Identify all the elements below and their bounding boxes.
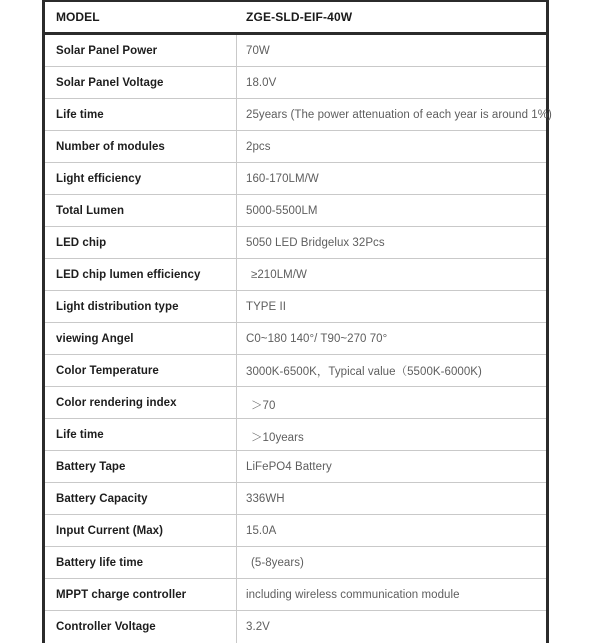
spec-value: TYPE II xyxy=(236,291,546,322)
table-header-row xyxy=(45,2,546,35)
spec-value: (5-8years) xyxy=(236,547,546,578)
table-row xyxy=(45,323,546,355)
spec-value: ≥210LM/W xyxy=(236,259,546,290)
table-row xyxy=(45,67,546,99)
spec-label: Light distribution type xyxy=(56,300,179,313)
spec-value: 18.0V xyxy=(236,67,546,98)
table-row xyxy=(45,259,546,291)
spec-value: 336WH xyxy=(236,483,546,514)
table-row xyxy=(45,515,546,547)
spec-value: LiFePO4 Battery xyxy=(236,451,546,482)
spec-label: Life time xyxy=(56,108,104,121)
table-row xyxy=(45,387,546,419)
table-row xyxy=(45,451,546,483)
table-row xyxy=(45,611,546,643)
spec-value: 5050 LED Bridgelux 32Pcs xyxy=(236,227,546,258)
spec-label: Solar Panel Voltage xyxy=(56,76,164,89)
table-row xyxy=(45,547,546,579)
spec-label: Solar Panel Power xyxy=(56,44,158,57)
spec-label: Input Current (Max) xyxy=(56,524,163,537)
spec-value: 160-170LM/W xyxy=(236,163,546,194)
spec-label: Number of modules xyxy=(56,140,165,153)
spec-label: MPPT charge controller xyxy=(56,588,187,601)
spec-value: 15.0A xyxy=(236,515,546,546)
spec-label: Controller Voltage xyxy=(56,621,156,633)
spec-value: 70W xyxy=(236,35,546,66)
header-value-cell: ZGE-SLD-EIF-40W xyxy=(246,10,353,24)
table-row xyxy=(45,483,546,515)
table-row xyxy=(45,579,546,611)
table-row xyxy=(45,35,546,67)
spec-value: C0~180 140°/ T90~270 70° xyxy=(236,323,546,354)
spec-value: including wireless communication module xyxy=(236,579,546,610)
spec-value: 3.2V xyxy=(236,611,546,643)
table-row xyxy=(45,227,546,259)
spec-label: LED chip lumen efficiency xyxy=(56,268,201,281)
header-label-cell: MODEL xyxy=(56,10,100,24)
spec-label: Battery life time xyxy=(56,556,144,569)
spec-value: 2pcs xyxy=(236,131,546,162)
table-row xyxy=(45,131,546,163)
spec-value: ＞10years xyxy=(236,419,546,450)
table-row xyxy=(45,355,546,387)
spec-value: 25years (The power attenuation of each year is around 1%) xyxy=(236,99,552,130)
spec-label: Battery Tape xyxy=(56,460,126,473)
spec-label: Life time xyxy=(56,428,104,441)
spec-label: LED chip xyxy=(56,236,107,249)
table-row xyxy=(45,163,546,195)
table-row xyxy=(45,419,546,451)
spec-label: Total Lumen xyxy=(56,204,125,217)
spec-value: 3000K-6500K，Typical value（5500K-6000K) xyxy=(236,355,546,386)
table-row xyxy=(45,195,546,227)
spec-label: Color rendering index xyxy=(56,396,177,409)
spec-value: ＞70 xyxy=(236,387,546,418)
specification-table xyxy=(42,0,552,643)
spec-value: 5000-5500LM xyxy=(236,195,546,226)
spec-label: viewing Angel xyxy=(56,332,134,345)
spec-label: Light efficiency xyxy=(56,172,142,185)
spec-label: Battery Capacity xyxy=(56,492,148,505)
table-row xyxy=(45,291,546,323)
spec-label: Color Temperature xyxy=(56,364,159,377)
table-row xyxy=(45,99,552,131)
